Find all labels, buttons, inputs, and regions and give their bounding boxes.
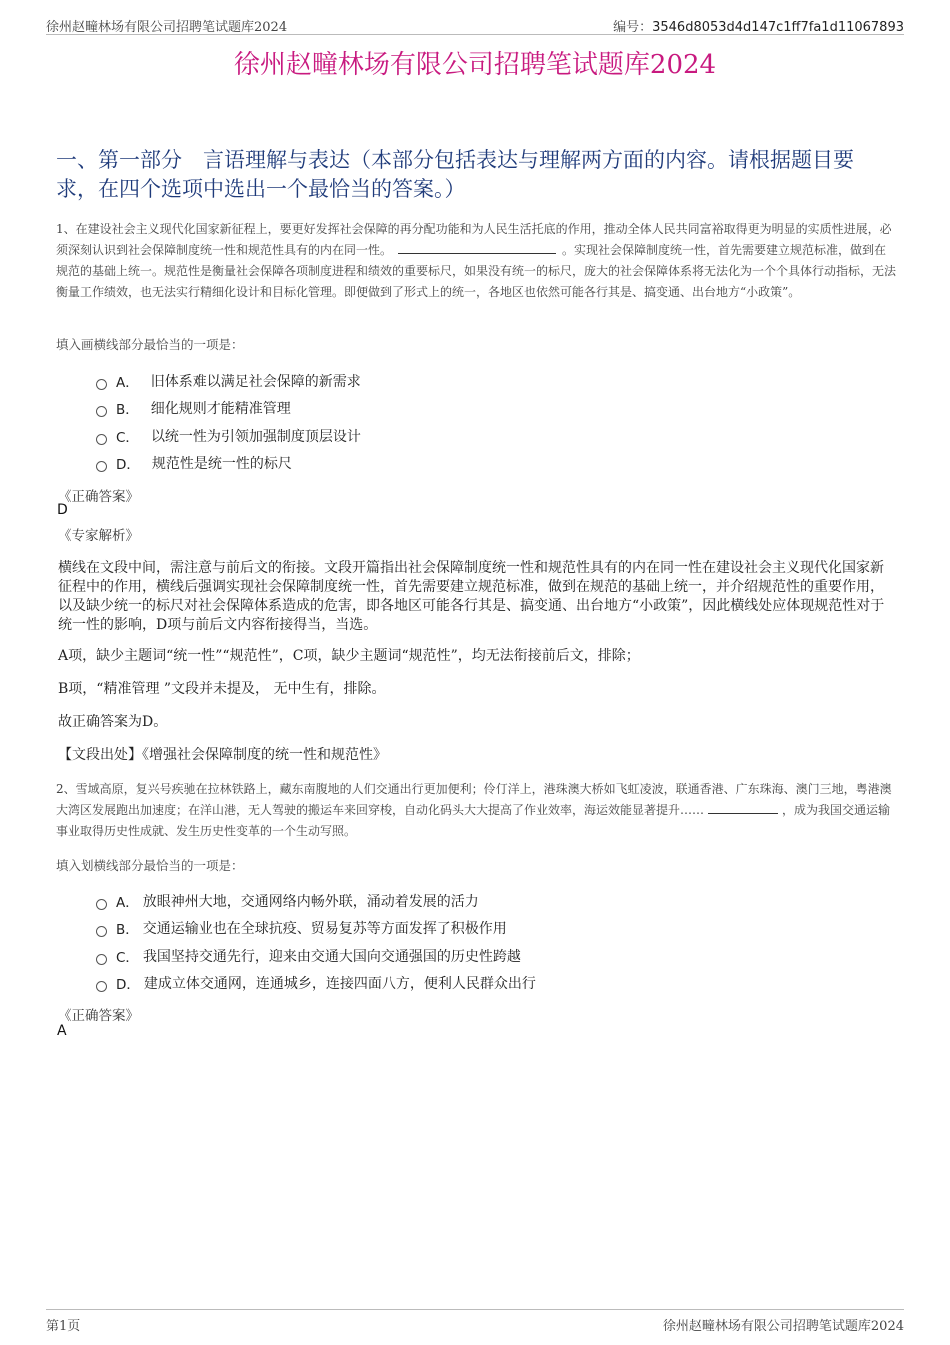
footer-title: 徐州赵疃林场有限公司招聘笔试题库2024 — [662, 1319, 904, 1334]
option-letter: A． — [116, 375, 139, 391]
question-1-text — [56, 219, 896, 303]
question-2-prompt: 填入划横线部分最恰当的一项是： — [56, 858, 244, 873]
option-letter: A． — [116, 895, 139, 911]
question-1-source: 【文段出处】《增强社会保障制度的统一性和规范性》 — [58, 747, 387, 763]
question-1-answer-label: 《正确答案》 — [58, 489, 139, 505]
option-letter: D． — [116, 457, 140, 473]
radio-icon[interactable] — [96, 954, 107, 965]
question-1-option-a[interactable] — [96, 371, 361, 391]
section-heading: 一、第一部分 言语理解与表达（本部分包括表达与理解两方面的内容。请根据题目要求，在四个选项中选出一个最恰当的答案。） — [56, 148, 854, 201]
radio-icon[interactable] — [96, 406, 107, 417]
question-2-text-b: ，成为我国交通运输事业取得历史性成就、发生历史性变革的一个生动写照。 — [56, 803, 891, 838]
question-1-analysis-para-4: 故正确答案为D。 — [58, 714, 168, 730]
option-text: 细化规则才能精准管理 — [150, 401, 291, 417]
option-text: 放眼神州大地，交通网络内畅外联，涌动着发展的活力 — [142, 894, 479, 910]
question-1-analysis-para-3: B项，“精准管理 ”文段并未提及， 无中生有，排除。 — [58, 681, 386, 697]
question-2-option-c[interactable] — [96, 946, 521, 966]
option-text: 以统一性为引领加强制度顶层设计 — [150, 429, 361, 445]
option-text: 建成立体交通网，连通城乡，连接四面八方，便利人民群众出行 — [143, 976, 536, 992]
option-text: 旧体系难以满足社会保障的新需求 — [150, 374, 361, 390]
question-2-text — [56, 779, 896, 842]
option-letter: D． — [116, 977, 140, 993]
question-1-analysis-para-2: A项，缺少主题词“统一性”“规范性”，C项，缺少主题词“规范性”，均无法衔接前后文，排除； — [58, 648, 640, 664]
question-1-analysis-label: 《专家解析》 — [58, 528, 139, 544]
option-text: 我国坚持交通先行，迎来由交通大国向交通强国的历史性跨越 — [142, 949, 521, 965]
radio-icon[interactable] — [96, 899, 107, 910]
radio-icon[interactable] — [96, 981, 107, 992]
header-code-value: 3546d8053d4d147c1ff7fa1d11067893 — [652, 20, 904, 35]
question-1-text-b: 。实现社会保障制度统一性，首先需要建立规范标准，做到在规范的基础上统一。规范性是衡量社会保障各项制度进程和绩效的重要标尺，如果没有统一的标尺，庞大的社会保障体系将无法化为一个个具体行动指标，无法衡量工作绩效，也无法实行精细化设计和目标化管理。即便做到了形式上的统一，各地区也依然可能各行其是、搞变通、出台地方“小政策”。 — [56, 243, 897, 299]
question-2-option-b[interactable] — [96, 918, 507, 938]
question-2-option-d[interactable] — [96, 973, 536, 993]
page-number: 第1页 — [46, 1319, 81, 1334]
option-text: 规范性是统一性的标尺 — [151, 456, 292, 472]
radio-icon[interactable] — [96, 461, 107, 472]
question-1-text-a: 1、在建设社会主义现代化国家新征程上，要更好发挥社会保障的再分配功能和为人民生活托底的作用，推动全体人民共同富裕取得更为明显的实质性进展，必须深刻认识到社会保障制度统一性和规范性具有的内在同一性。 — [56, 222, 892, 257]
option-letter: C． — [116, 430, 139, 446]
question-2-blank — [708, 801, 778, 814]
option-letter: C． — [116, 950, 139, 966]
question-2-text-a: 2、雪域高原，复兴号疾驰在拉林铁路上，藏东南腹地的人们交通出行更加便利；伶仃洋上，港珠澳大桥如飞虹凌波，联通香港、广东珠海、澳门三地，粤港澳大湾区发展跑出加速度；在洋山港，无人驾驶的搬运车来回穿梭，自动化码头大大提高了作业效率，海运效能显著提升…… — [56, 782, 892, 817]
question-1-option-d[interactable] — [96, 453, 292, 473]
header-code-label: 编号： — [613, 20, 653, 35]
question-2-answer-label: 《正确答案》 — [58, 1008, 139, 1024]
question-2-answer: A — [57, 1023, 67, 1039]
radio-icon[interactable] — [96, 379, 107, 390]
option-letter: B． — [116, 402, 139, 418]
page-footer — [46, 1309, 904, 1334]
option-letter: B． — [116, 922, 139, 938]
question-1-answer: D — [57, 502, 68, 518]
header-title: 徐州赵疃林场有限公司招聘笔试题库2024 — [46, 20, 288, 35]
document-title: 徐州赵疃林场有限公司招聘笔试题库2024 — [233, 50, 717, 80]
option-text: 交通运输业也在全球抗疫、贸易复苏等方面发挥了积极作用 — [142, 921, 507, 937]
question-1-prompt: 填入画横线部分最恰当的一项是： — [56, 337, 244, 352]
question-1-option-c[interactable] — [96, 426, 361, 446]
page-header — [46, 14, 904, 35]
question-1-option-b[interactable] — [96, 398, 291, 418]
radio-icon[interactable] — [96, 926, 107, 937]
header-code — [613, 16, 904, 35]
question-1-blank — [398, 241, 556, 254]
radio-icon[interactable] — [96, 434, 107, 445]
question-2-option-a[interactable] — [96, 891, 479, 911]
question-1-analysis-para-1: 横线在文段中间，需注意与前后文的衔接。文段开篇指出社会保障制度统一性和规范性具有的内在同一性在建设社会主义现代化国家新征程中的作用，横线后强调实现社会保障制度统一性，首先需要建立规范标准，做到在规范的基础上统一，并介绍规范性的重要作用，以及缺少统一的标尺对社会保障体系造成的危害，即各地区可能各行其是、搞变通、出台地方“小政策”，因此横线处应体现规范性对于统一性的影响，D项与前后文内容衔接得当，当选。 — [58, 560, 885, 633]
